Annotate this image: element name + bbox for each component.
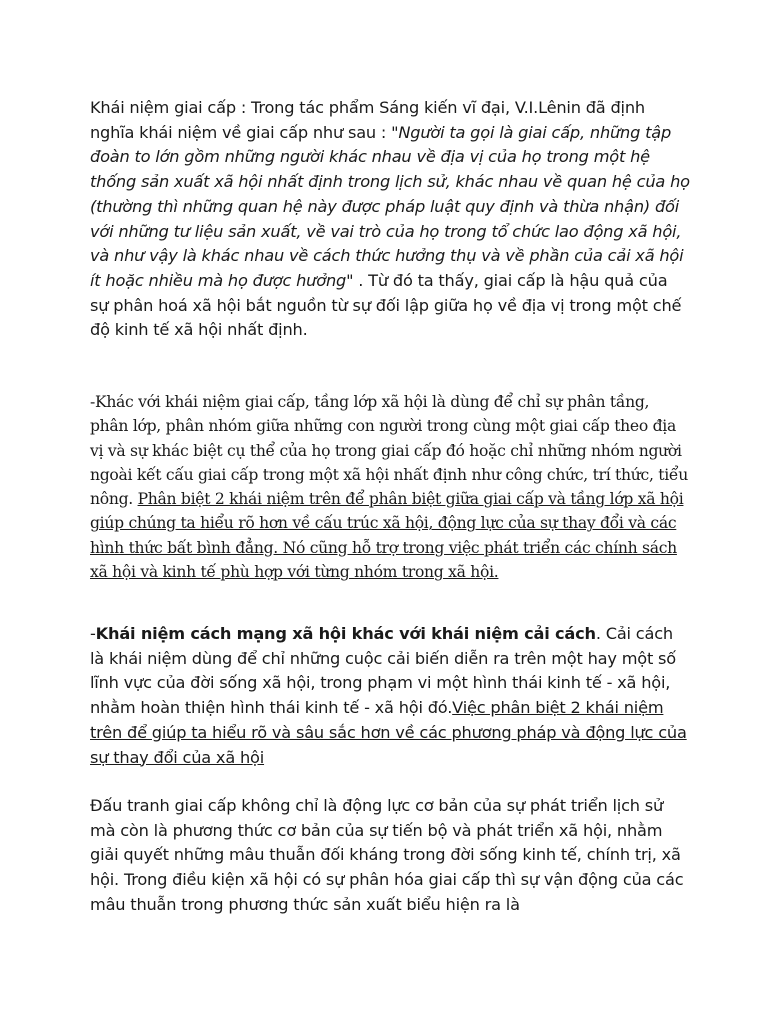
definition-lead: Khái niệm giai cấp : Trong tác phẩm Sáng kiến vĩ đại, V.I.Lênin đã định nghĩa khái niệm về giai cấp như sau : xyxy=(90,98,645,142)
paragraph-social-strata xyxy=(90,390,690,584)
lenin-quote: "Người ta gọi là giai cấp, những tập đoàn to lớn gồm những người khác nhau về địa vị của họ trong một hệ thống sản xuất xã hội nhất định trong lịch sử, khác nhau về quan hệ của họ (thường thì những quan hệ này được pháp luật quy định và thừa nhận) đối với những tư liệu sản xuất, về vai trò của họ trong tổ chức lao động xã hội, và như vậy là khác nhau về cách thức hưởng thụ và về phần của cải xã hội ít hoặc nhiều mà họ được hưởng" xyxy=(90,122,690,290)
reform-underlined: Việc phân biệt 2 khái niệm trên để giúp ta hiểu rõ và sâu sắc hơn về các phương pháp và động lực của sự thay đổi của xã hội xyxy=(90,698,687,767)
strata-underlined: Phân biệt 2 khái niệm trên để phân biệt giữa giai cấp và tầng lớp xã hội giúp chúng ta hiểu rõ hơn về cấu trúc xã hội, động lực của sự thay đổi và các hình thức bất bình đẳng. Nó cũng hỗ trợ trong việc phát triển các chính sách xã hội và kinh tế phù hợp với từng nhóm trong xã hội. xyxy=(90,490,684,582)
paragraph-revolution-reform xyxy=(90,622,690,770)
paragraph-class-struggle xyxy=(90,794,690,918)
definition-tail: . Từ đó ta thấy, giai cấp là hậu quả của sự phân hoá xã hội bắt nguồn từ sự đối lập giữa họ về địa vị trong một chế độ kinh tế xã hội nhất định. xyxy=(90,270,682,340)
reform-body: . Cải cách là khái niệm dùng để chỉ những cuộc cải biến diễn ra trên một hay một số lĩnh vực của đời sống xã hội, trong phạm vi một hình thái kinh tế - xã hội, nhằm hoàn thiện hình thái kinh tế - xã hội đó. xyxy=(90,624,676,718)
reform-dash: - xyxy=(90,624,96,643)
class-struggle-text: Đấu tranh giai cấp không chỉ là động lực cơ bản của sự phát triển lịch sử mà còn là phương thức cơ bản của sự tiến bộ và phát triển xã hội, nhằm giải quyết những mâu thuẫn đối kháng trong đời sống kinh tế, chính trị, xã hội. Trong điều kiện xã hội có sự phân hóa giai cấp thì sự vận động của các mâu thuẫn trong phương thức sản xuất biểu hiện ra là xyxy=(90,796,684,914)
reform-heading: Khái niệm cách mạng xã hội khác với khái niệm cải cách xyxy=(95,624,596,643)
paragraph-class-definition xyxy=(90,96,690,343)
strata-lead: -Khác với khái niệm giai cấp, tầng lớp xã hội là dùng để chỉ sự phân tầng, phân lớp, phân nhóm giữa những con người trong cùng một giai cấp theo địa vị và sự khác biệt cụ thể của họ trong giai cấp đó hoặc chỉ những nhóm người ngoài kết cấu giai cấp trong một xã hội nhất định như công chức, trí thức, tiểu nông. xyxy=(90,393,688,509)
